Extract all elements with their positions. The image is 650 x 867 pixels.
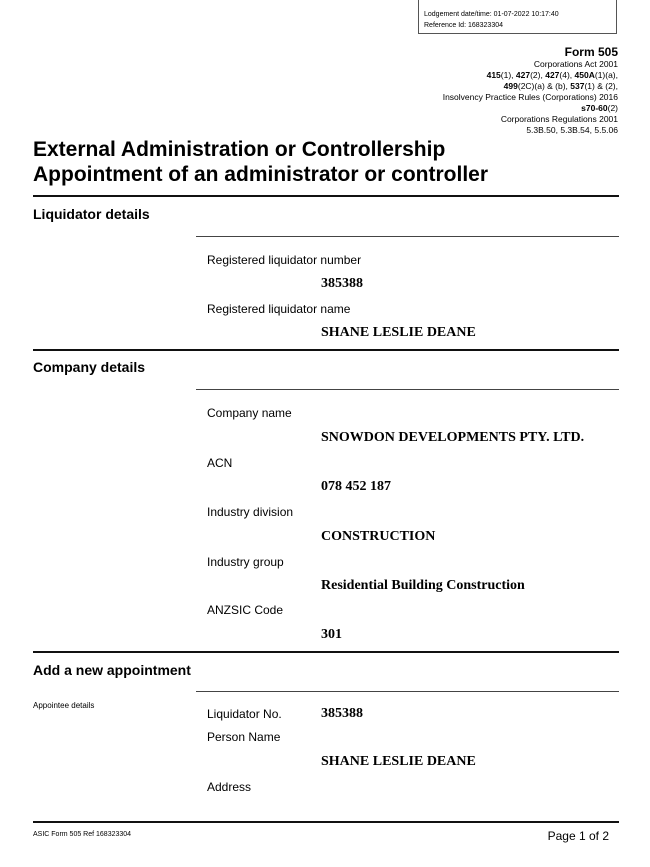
form-reference-line: 5.3B.50, 5.3B.54, 5.5.06 [526, 125, 618, 135]
section-title-liquidator: Liquidator details [33, 206, 150, 222]
industry-group-value: Residential Building Construction [321, 578, 525, 593]
lodgement-datetime: Lodgement date/time: 01-07-2022 10:17:40 [424, 11, 559, 18]
divider [33, 651, 619, 653]
acn-label: ACN [207, 456, 233, 470]
form-reference-line: Insolvency Practice Rules (Corporations) 2016 [442, 92, 618, 102]
liquidator-no-value: 385388 [321, 706, 363, 721]
divider [33, 821, 619, 823]
divider [33, 349, 619, 351]
divider [196, 236, 619, 237]
form-header [443, 45, 618, 136]
lodgement-reference: Reference Id: 168323304 [424, 22, 504, 29]
liquidator-number-value: 385388 [321, 276, 363, 291]
acn-value: 078 452 187 [321, 479, 391, 494]
address-label: Address [207, 780, 252, 794]
form-reference-line: 415(1), 427(2), 427(4), 450A(1)(a), [486, 70, 618, 80]
company-name-label: Company name [207, 406, 292, 420]
anzsic-code-value: 301 [321, 627, 342, 642]
footer-reference: ASIC Form 505 Ref 168323304 [33, 831, 132, 838]
liquidator-number-label: Registered liquidator number [207, 253, 362, 267]
form-reference-line: Corporations Act 2001 [533, 59, 618, 69]
appointee-details-label: Appointee details [33, 701, 95, 710]
divider [196, 691, 619, 692]
person-name-label: Person Name [207, 730, 281, 744]
section-title-appointment: Add a new appointment [33, 662, 191, 678]
form-reference-line: 499(2C)(a) & (b), 537(1) & (2), [503, 81, 618, 91]
form-number: Form 505 [564, 45, 618, 59]
company-name-value: SNOWDON DEVELOPMENTS PTY. LTD. [321, 430, 585, 445]
industry-division-value: CONSTRUCTION [321, 529, 436, 544]
page-title [33, 137, 488, 187]
industry-group-label: Industry group [207, 555, 284, 569]
section-title-company: Company details [33, 359, 146, 375]
form-reference-line: s70-60(2) [581, 103, 618, 113]
page-title-line1: External Administration or Controllership [33, 138, 446, 161]
form-reference-line: Corporations Regulations 2001 [500, 114, 618, 124]
liquidator-name-label: Registered liquidator name [207, 302, 351, 316]
industry-division-label: Industry division [207, 505, 294, 519]
divider [196, 389, 619, 390]
page-title-line2: Appointment of an administrator or controller [33, 163, 489, 186]
lodgement-box [418, 0, 617, 34]
divider [33, 195, 619, 197]
form-legislative-references [443, 59, 618, 136]
page-number: Page 1 of 2 [547, 829, 609, 843]
person-name-value: SHANE LESLIE DEANE [321, 754, 476, 769]
liquidator-name-value: SHANE LESLIE DEANE [321, 325, 476, 340]
anzsic-code-label: ANZSIC Code [207, 603, 284, 617]
liquidator-no-label: Liquidator No. [207, 707, 282, 721]
